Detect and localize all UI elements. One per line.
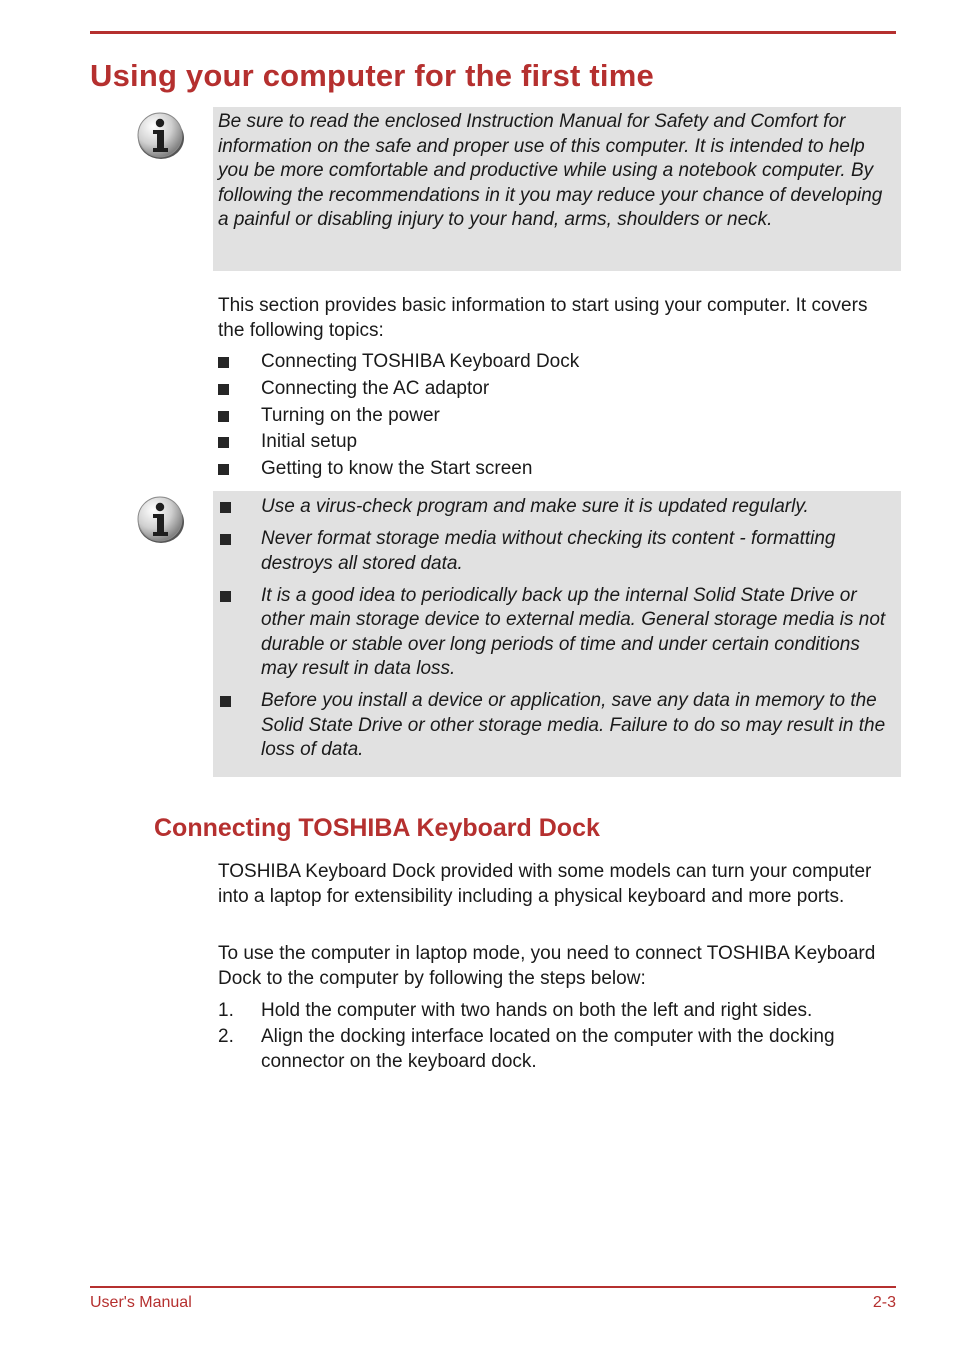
bullet-icon — [218, 357, 229, 368]
bullet-icon — [220, 696, 231, 707]
step-text: Hold the computer with two hands on both the left and right sides. — [261, 1000, 813, 1021]
topic-text: Turning on the power — [261, 404, 440, 426]
list-item — [218, 403, 579, 430]
step-number: 1. — [218, 1000, 234, 1021]
info-icon — [136, 495, 186, 545]
bullet-icon — [218, 411, 229, 422]
list-item — [218, 1025, 888, 1074]
topic-list — [218, 349, 579, 483]
section-paragraph-2: To use the computer in laptop mode, you need to connect TOSHIBA Keyboard Dock to the computer by following the steps below: — [218, 943, 876, 989]
section-heading: Connecting TOSHIBA Keyboard Dock — [154, 814, 600, 842]
list-item — [218, 349, 579, 376]
list-item — [218, 376, 579, 403]
note-item-text: Before you install a device or application, save any data in memory to the Solid State Drive or other storage media. Failure to do so may result in the loss of data. — [261, 690, 886, 760]
topic-text: Connecting TOSHIBA Keyboard Dock — [261, 351, 580, 372]
list-item — [218, 456, 579, 483]
info-icon — [136, 111, 186, 161]
step-number: 2. — [218, 1026, 234, 1047]
section-paragraph-1: TOSHIBA Keyboard Dock provided with some models can turn your computer into a laptop for extensibility including a physical keyboard and more ports. — [218, 861, 872, 907]
topic-text: Getting to know the Start screen — [261, 458, 533, 480]
bottom-rule — [90, 1286, 896, 1288]
note-item-text: Never format storage media without checking its content - formatting destroys all stored data. — [261, 528, 836, 574]
list-item — [218, 527, 888, 576]
intro-paragraph: This section provides basic information to start using your computer. It covers the following topics: — [218, 295, 868, 341]
bullet-icon — [218, 464, 229, 475]
safety-note — [213, 107, 901, 271]
footer-manual-name: User's Manual — [90, 1294, 192, 1311]
page-title: Using your computer for the first time — [90, 58, 654, 93]
steps-list — [218, 999, 888, 1076]
footer-page-number: 2-3 — [872, 1294, 896, 1311]
step-text: Align the docking interface located on the computer with the docking connector on the keyboard dock. — [261, 1026, 835, 1072]
bullet-icon — [220, 591, 231, 602]
bullet-icon — [220, 534, 231, 545]
list-item — [218, 584, 888, 682]
list-item — [218, 429, 579, 456]
top-rule — [90, 31, 896, 34]
bullet-icon — [218, 437, 229, 448]
list-item — [218, 999, 888, 1024]
topic-text: Initial setup — [261, 431, 358, 453]
list-item — [218, 495, 888, 520]
storage-note-list — [218, 495, 888, 770]
list-item — [218, 689, 888, 763]
storage-note — [213, 491, 901, 777]
bullet-icon — [218, 384, 229, 395]
note-item-text: Use a virus-check program and make sure it is updated regularly. — [261, 496, 809, 517]
note-item-text: It is a good idea to periodically back up the internal Solid State Drive or other main storage device to external media. General storage media is not durable or stable over long periods of time and under certain conditions may result in data loss. — [261, 584, 886, 679]
topic-text: Connecting the AC adaptor — [261, 377, 490, 399]
bullet-icon — [220, 502, 231, 513]
safety-note-text: Be sure to read the enclosed Instruction Manual for Safety and Comfort for information on the safe and proper use of this computer. It is intended to help you be more comfortable and productive while using a notebook computer. By following the recommendations in it you may reduce your chance of developing a painful or disabling injury to your hand, arms, shoulders or neck. — [218, 111, 883, 230]
